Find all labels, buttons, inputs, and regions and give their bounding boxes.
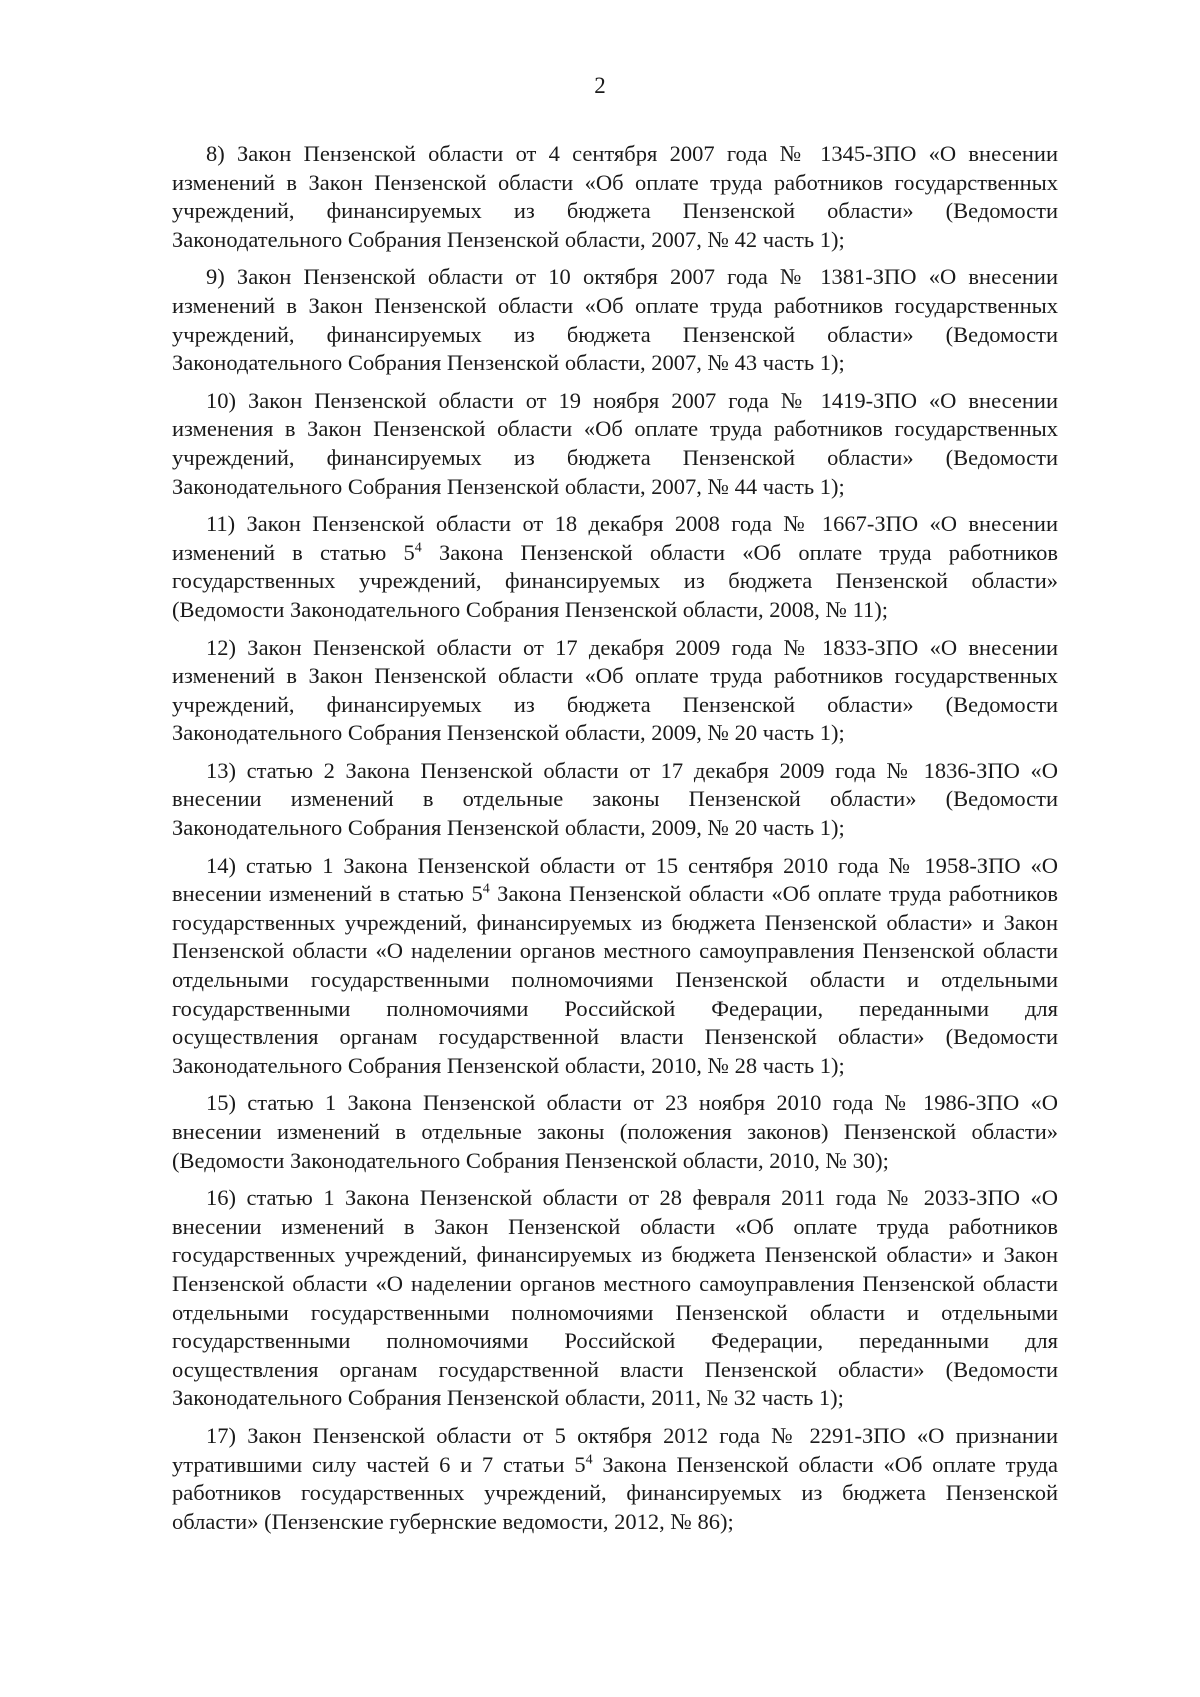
list-item-13 xyxy=(172,757,1058,843)
list-item-text: 8) Закон Пензенской области от 4 сентября 2007 года № 1345-ЗПО «О внесении изменений в Закон Пензенской области «Об оплате труда работников государственных учреждений, финансируемых из бюджета Пензенской области» (Ведомости Законодательного Собрания Пензенской области, 2007, № 42 часть 1); xyxy=(172,141,1058,252)
list-item-text: 16) статью 1 Закона Пензенской области от 28 февраля 2011 года № 2033-ЗПО «О внесении изменений в Закон Пензенской области «Об оплате труда работников государственных учреждений, финансируемых из бюджета Пензенской области» и Закон Пензенской области «О наделении органов местного самоуправления Пензенской области отдельными государственными полномочиями Пензенской области и отдельными государственными полномочиями Российской Федерации, переданными для осуществления органам государственной власти Пензенской области» (Ведомости Законодательного Собрания Пензенской области, 2011, № 32 часть 1); xyxy=(172,1185,1058,1411)
list-item-text: 15) статью 1 Закона Пензенской области от 23 ноября 2010 года № 1986-ЗПО «О внесении изменений в отдельные законы (положения законов) Пензенской области» (Ведомости Законодательного Собрания Пензенской области, 2010, № 30); xyxy=(172,1090,1058,1173)
list-item-text: Закона Пензенской области «Об оплате труда работников государственных учреждений, финансируемых из бюджета Пензенской области» и Закон Пензенской области «О наделении органов местного самоуправления Пензенской области отдельными государственными полномочиями Пензенской области и отдельными государственными полномочиями Российской Федерации, переданными для осуществления органам государственной власти Пензенской области» (Ведомости Законодательного Собрания Пензенской области, 2010, № 28 часть 1); xyxy=(172,881,1059,1078)
page-number: 2 xyxy=(594,73,606,98)
list-item-text: 17) Закон Пензенской области от 5 октября 2012 года № 2291-ЗПО «О признании утратившими силу частей 6 и 7 статьи 5 xyxy=(172,1422,1058,1477)
list-item-text: 9) Закон Пензенской области от 10 октября 2007 года № 1381-ЗПО «О внесении изменений в Закон Пензенской области «Об оплате труда работников государственных учреждений, финансируемых из бюджета Пензенской области» (Ведомости Законодательного Собрания Пензенской области, 2007, № 43 часть 1); xyxy=(172,264,1058,376)
list-item-12 xyxy=(172,634,1058,748)
list-item-8 xyxy=(172,140,1058,254)
list-item-11 xyxy=(172,510,1058,624)
list-item-text: 14) статью 1 Закона Пензенской области от 15 сентября 2010 года № 1958-ЗПО «О внесении изменений в статью 5 xyxy=(172,852,1058,907)
list-item-17 xyxy=(172,1422,1058,1536)
law-list xyxy=(172,140,1058,1545)
list-item-text: 12) Закон Пензенской области от 17 декабря 2009 года № 1833-ЗПО «О внесении изменений в Закон Пензенской области «Об оплате труда работников государственных учреждений, финансируемых из бюджета Пензенской области» (Ведомости Законодательного Собрания Пензенской области, 2009, № 20 часть 1); xyxy=(172,634,1058,746)
list-item-16 xyxy=(172,1184,1058,1413)
list-item-14 xyxy=(172,852,1058,1081)
superscript-index: 4 xyxy=(482,881,490,897)
list-item-15 xyxy=(172,1089,1058,1175)
list-item-text: 11) Закон Пензенской области от 18 декабря 2008 года № 1667-ЗПО «О внесении изменений в статью 5 xyxy=(172,511,1058,565)
superscript-index: 4 xyxy=(585,1452,593,1468)
list-item-9 xyxy=(172,263,1058,377)
list-item-text: 13) статью 2 Закона Пензенской области от 17 декабря 2009 года № 1836-ЗПО «О внесении изменений в отдельные законы Пензенской области» (Ведомости Законодательного Собрания Пензенской области, 2009, № 20 часть 1); xyxy=(172,757,1058,841)
superscript-index: 4 xyxy=(414,540,422,556)
list-item-text: Закона Пензенской области «Об оплате труда работников государственных учреждений, финансируемых из бюджета Пензенской области» (Пензенские губернские ведомости, 2012, № 86); xyxy=(172,1451,1058,1534)
list-item-10 xyxy=(172,387,1058,501)
list-item-text: Закона Пензенской области «Об оплате труда работников государственных учреждений, финансируемых из бюджета Пензенской области» (Ведомости Законодательного Собрания Пензенской области, 2008, № 11); xyxy=(172,539,1059,622)
list-item-text: 10) Закон Пензенской области от 19 ноября 2007 года № 1419-ЗПО «О внесении изменения в Закон Пензенской области «Об оплате труда работников государственных учреждений, финансируемых из бюджета Пензенской области» (Ведомости Законодательного Собрания Пензенской области, 2007, № 44 часть 1); xyxy=(172,387,1058,499)
